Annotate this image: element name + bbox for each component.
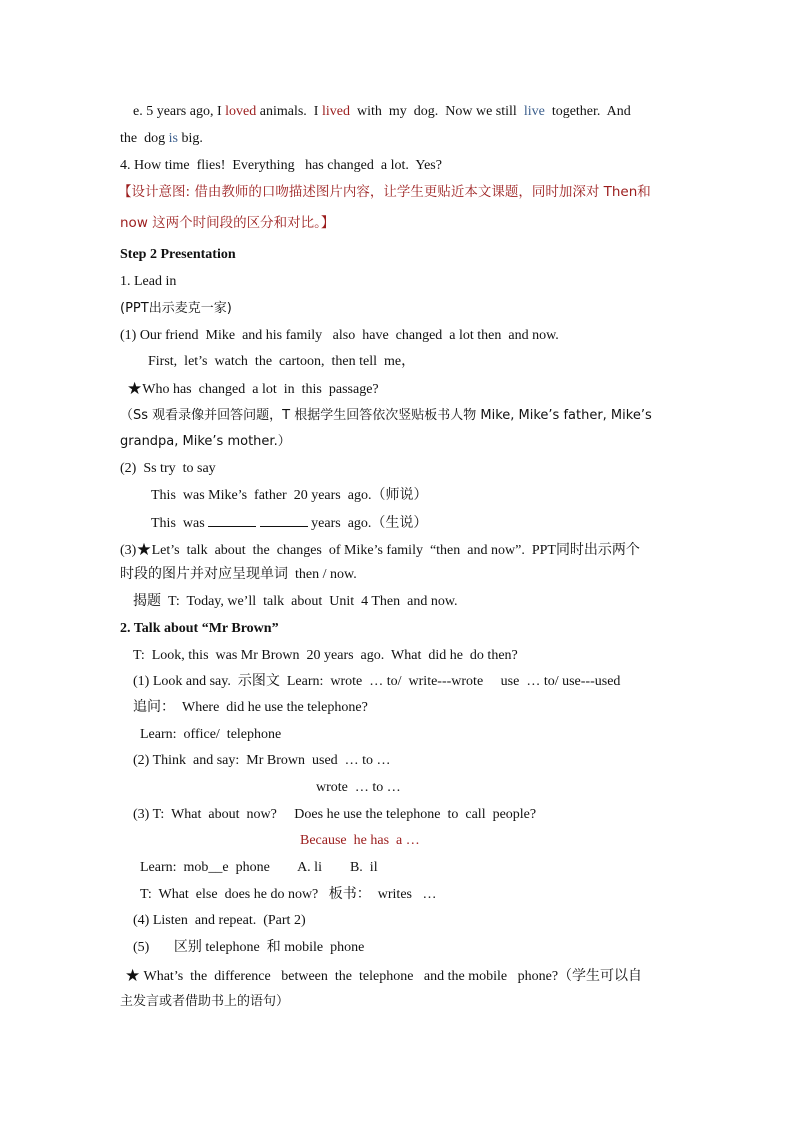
learn-3: (3) T: What about now? Does he use the telephone to call people? (133, 807, 537, 822)
word-live: live (523, 104, 545, 119)
ppt-show: (PPT出示麦克一家) (120, 301, 232, 316)
text: big. (177, 131, 203, 146)
learn-3c: Learn: mob__e phone A. li B. il (140, 860, 378, 875)
blank (260, 513, 308, 527)
design-intent-line1: 【设计意图: 借由教师的口吻描述图片内容，让学生更贴近本文课题，同时加深对 Then和 (118, 184, 651, 200)
note-line1: （Ss 观看录像并回答问题，T 根据学生回答依次竖贴板书人物 Mike, Mike’s father, Mike’s (120, 408, 652, 423)
difference-question-line2: 主发言或者借助书上的语句） (120, 994, 290, 1009)
text: the dog (120, 131, 169, 146)
text: together. And (544, 104, 631, 119)
word-is: is (168, 131, 178, 146)
blank (208, 513, 256, 527)
text: Let’s talk about the changes of Mike’s family “then and now”. PPT同时出示两个 (151, 543, 640, 558)
text: This was (151, 516, 209, 531)
text: What’s the difference between the telephone and the mobile phone?（学生可以自 (143, 969, 643, 984)
talk-heading: 2. Talk about “Mr Brown” (120, 621, 279, 636)
star-icon: ★ (125, 966, 141, 986)
difference-question (125, 966, 642, 986)
word-lived: lived (321, 104, 350, 119)
learn-1: (1) Look and say. 示图文 Learn: wrote … to/ write---wrote use … to/ use---used (133, 674, 621, 689)
step-1b: First, let’s watch the cartoon, then tell me， (148, 354, 416, 369)
item-4: 4. How time flies! Everything has changed a lot. Yes? (120, 158, 442, 173)
text: Who has changed a lot in this passage? (142, 382, 379, 397)
design-intent-line2: now 这两个时间段的区分和对比。】 (120, 215, 335, 231)
text: years ago.（生说） (307, 516, 428, 531)
learn-4: (4) Listen and repeat. (Part 2) (133, 913, 306, 928)
learn-5: (5) 区别 telephone 和 mobile phone (133, 940, 365, 955)
learn-3d: T: What else does he do now? 板书： writes … (140, 887, 437, 902)
sentence-e-line1 (133, 103, 631, 121)
star-icon: ★ (136, 540, 152, 560)
step-3 (120, 540, 640, 560)
step-3b: 时段的图片并对应呈现单词 then / now. (120, 567, 357, 582)
step-2a: This was Mike’s father 20 years ago.（师说） (151, 488, 428, 503)
step-2b (151, 513, 427, 533)
question-1 (127, 379, 379, 399)
word-loved: loved (225, 104, 257, 119)
star-icon: ★ (127, 379, 143, 399)
text: with my dog. Now we still (349, 104, 524, 119)
step-2: (2) Ss try to say (120, 461, 216, 476)
t-look: T: Look, this was Mr Brown 20 years ago. What did he do then? (133, 648, 518, 663)
lead-in: 1. Lead in (120, 274, 177, 289)
note-line2: grandpa, Mike’s mother.） (120, 434, 291, 449)
topic: 揭题 T: Today, we’ll talk about Unit 4 Then and now. (133, 594, 458, 609)
step2-heading: Step 2 Presentation (120, 247, 236, 262)
learn-2b: wrote … to … (316, 780, 401, 795)
learn-1c: Learn: office/ telephone (140, 727, 282, 742)
text: e. 5 years ago, I (133, 104, 226, 119)
sentence-e-line2 (120, 130, 203, 148)
learn-3b: Because he has a … (300, 833, 420, 848)
step-1: (1) Our friend Mike and his family also have changed a lot then and now. (120, 328, 559, 343)
text: animals. I (256, 104, 322, 119)
learn-1b: 追问： Where did he use the telephone? (133, 700, 368, 715)
text: (3) (120, 543, 137, 558)
learn-2: (2) Think and say: Mr Brown used … to … (133, 753, 391, 768)
